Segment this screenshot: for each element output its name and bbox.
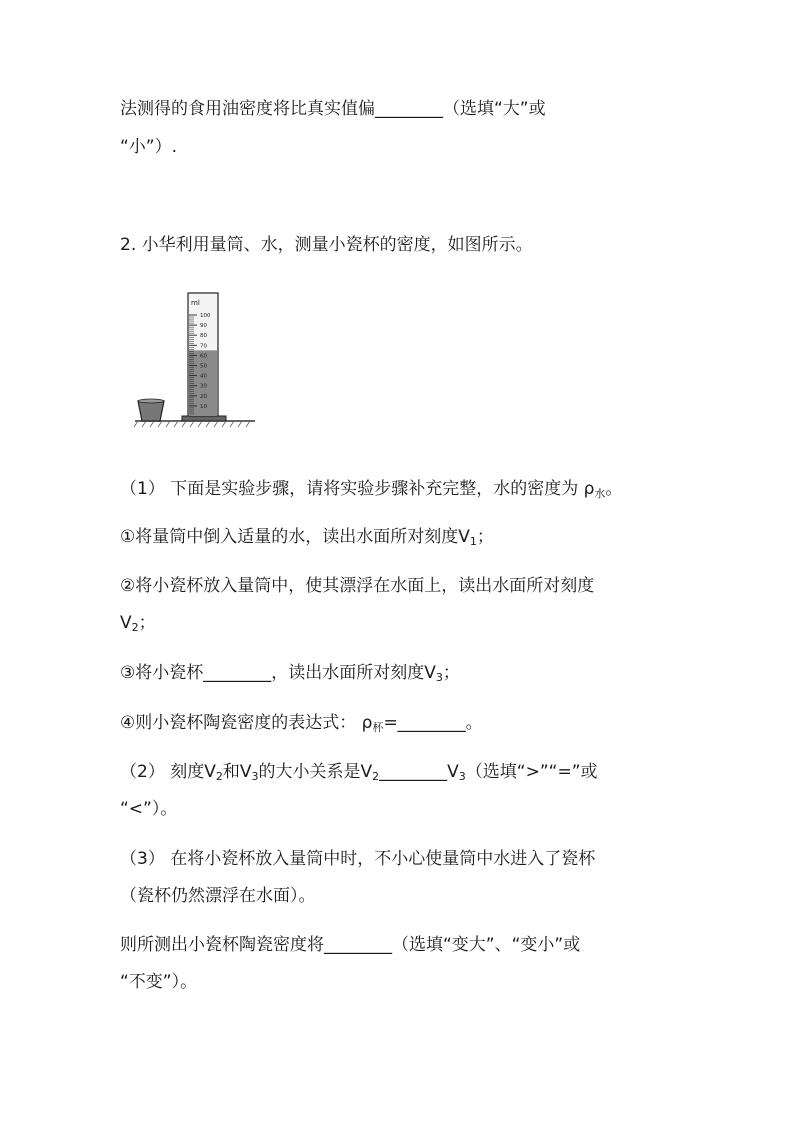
ground-hatching [134, 421, 250, 427]
tick-label: 50 [200, 363, 207, 370]
step-2-line-1: ②将小瓷杯放入量筒中，使其漂浮在水面上，读出水面所对刻度 [120, 576, 595, 596]
part-3-cont-line-2: “不变”）。 [120, 972, 198, 992]
part-2-line-2: “<”）。 [120, 799, 178, 819]
tick-label: 100 [200, 313, 211, 319]
continuation-line-1: 法测得的食用油密度将比真实值偏________（选填“大”或 [120, 99, 546, 119]
tick-label: 80 [200, 333, 207, 340]
part-2-line-1: （2） 刻度$V_2$和$V_3$的大小关系是$V_2\_\_\_\_\_\_\_\_V_3$（选填“>”“=”或 [120, 762, 598, 783]
tick-label: 10 [200, 403, 207, 410]
part-3-line-1: （3） 在将小瓷杯放入量筒中时，不小心使量筒中水进入了瓷杯 [120, 849, 596, 869]
step-1: ①将量筒中倒入适量的水，读出水面所对刻度$V_1$； [120, 527, 494, 548]
cylinder-cup-diagram [130, 285, 260, 430]
part-3-line-2: （瓷杯仍然漂浮在水面）。 [120, 886, 316, 906]
experiment-figure [130, 285, 260, 430]
step-4: ④则小瓷杯陶瓷密度的表达式： $\rho_杯=\_\_\_\_\_\_\_\_$。 [120, 713, 483, 734]
unit-label: ml [191, 299, 200, 307]
part-1-intro: （1） 下面是实验步骤，请将实验步骤补充完整，水的密度为 $\rho_水$。 [120, 479, 623, 500]
tick-label: 40 [200, 373, 207, 380]
tick-label: 70 [200, 343, 207, 350]
tick-label: 20 [200, 393, 207, 400]
tick-label: 30 [200, 383, 207, 390]
tick-label: 60 [200, 353, 207, 360]
part-3-cont-line-1: 则所测出小瓷杯陶瓷密度将________（选填“变大”、“变小”或 [120, 935, 581, 955]
continuation-line-2: “小”）. [120, 137, 178, 157]
porcelain-cup [138, 401, 164, 421]
tick-label: 90 [200, 323, 207, 330]
step-2-line-2: $V_2$； [120, 613, 156, 634]
step-3: ③将小瓷杯________，读出水面所对刻度$V_3$； [120, 663, 460, 684]
question-2-stem: 2. 小华利用量筒、水，测量小瓷杯的密度，如图所示。 [120, 235, 533, 255]
